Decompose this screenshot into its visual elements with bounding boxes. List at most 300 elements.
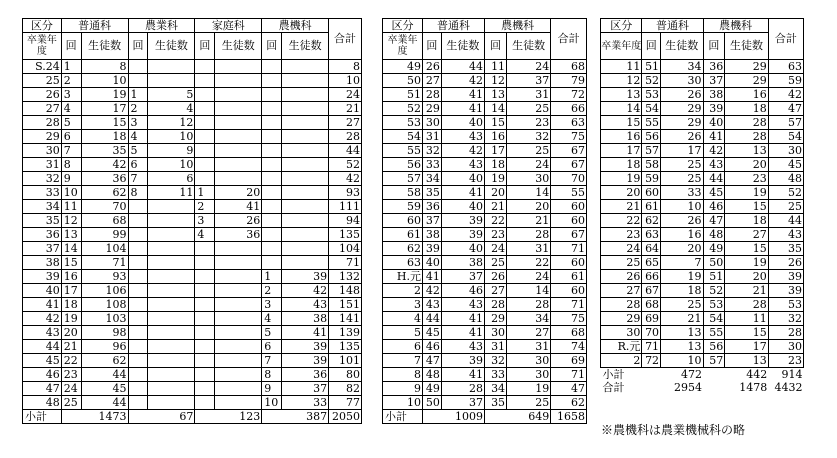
value-cell: 53 [642,88,661,102]
value-cell: 43 [703,158,725,172]
year-cell: 20 [601,186,642,200]
table-row [601,158,804,172]
value-cell: 2 [262,284,282,298]
value-cell: 5 [148,88,195,102]
value-cell: 31 [507,242,551,256]
kubun-header: 区分 [383,19,423,33]
row-total-cell: 70 [551,172,587,186]
value-cell: 23 [484,228,506,242]
value-cell: 38 [282,312,329,326]
value-cell: 37 [422,214,441,228]
value-cell: 33 [661,186,703,200]
subtotal-label: 小計 [602,367,625,381]
table-row [601,130,804,144]
value-cell: 18 [61,298,81,312]
year-cell: 52 [383,102,423,116]
value-cell: 13 [661,340,703,354]
value-cell: 7 [128,172,148,186]
value-cell: 18 [81,130,128,144]
value-cell: 28 [507,228,551,242]
students-header: 生徒数 [441,33,484,60]
value-cell [215,340,262,354]
value-cell: 99 [81,228,128,242]
value-cell: 49 [422,382,441,396]
row-total-cell: 135 [329,228,362,242]
year-cell: 63 [383,256,423,270]
row-total-cell: 28 [329,130,362,144]
value-cell [195,368,215,382]
table-row [601,284,804,298]
table-row [23,158,362,172]
year-cell: R.元 [601,340,642,354]
year-cell: 10 [383,396,423,410]
value-cell: 10 [661,200,703,214]
value-cell: 35 [81,144,128,158]
value-cell [128,256,148,270]
table-row [23,102,362,116]
value-cell: 16 [725,88,769,102]
group-header: 農機科 [703,19,768,33]
value-cell [195,256,215,270]
table-row [601,88,804,102]
year-cell: 27 [601,284,642,298]
value-cell: 57 [642,144,661,158]
subtotal-label: 小計 [383,410,423,424]
value-cell: 2 [128,102,148,116]
value-cell [195,340,215,354]
table-row [23,200,362,214]
value-cell: 28 [484,298,506,312]
value-cell: 48 [422,368,441,382]
row-total-cell: 55 [551,186,587,200]
value-cell: 14 [61,242,81,256]
row-total-cell: 39 [768,270,803,284]
footnote: ※農機科は農業機械科の略 [601,423,746,437]
value-cell: 15 [725,200,769,214]
value-cell: 61 [642,200,661,214]
value-cell: 41 [441,312,484,326]
table-row [601,340,804,354]
row-total-cell: 52 [768,186,803,200]
value-cell: 30 [661,74,703,88]
value-cell: 10 [262,396,282,410]
value-cell: 30 [422,116,441,130]
value-cell [282,186,329,200]
value-cell: 104 [81,242,128,256]
value-cell: 11 [148,186,195,200]
year-cell: 59 [383,200,423,214]
value-cell: 103 [81,312,128,326]
value-cell [148,270,195,284]
value-cell: 36 [282,368,329,382]
value-cell [282,256,329,270]
kubun-header: 区分 [23,19,62,33]
value-cell [282,158,329,172]
year-cell: 62 [383,242,423,256]
value-cell [282,172,329,186]
table-row [383,158,587,172]
value-cell [215,130,262,144]
value-cell: 6 [148,172,195,186]
value-cell: 5 [128,144,148,158]
value-cell: 54 [642,102,661,116]
value-cell: 40 [703,116,725,130]
year-cell: 16 [601,130,642,144]
group-header: 普通科 [61,19,128,33]
value-cell: 39 [703,102,725,116]
value-cell: 32 [422,144,441,158]
value-cell [128,74,148,88]
value-cell: 46 [422,340,441,354]
table-row [23,214,362,228]
value-cell [195,242,215,256]
value-cell [215,298,262,312]
value-cell: 26 [661,214,703,228]
value-cell [128,214,148,228]
value-cell: 25 [507,102,551,116]
row-total-cell: 10 [329,74,362,88]
value-cell: 13 [661,326,703,340]
year-cell: 47 [23,382,62,396]
value-cell: 14 [507,186,551,200]
table-row [23,326,362,340]
value-cell: 48 [703,228,725,242]
table-row [601,270,804,284]
year-cell: 54 [383,130,423,144]
value-cell [128,270,148,284]
value-cell: 13 [484,88,506,102]
value-cell: 6 [61,130,81,144]
value-cell: 25 [507,144,551,158]
header-row [601,19,804,33]
subtotal-row [601,368,804,382]
value-cell [148,242,195,256]
kubun-header: 区分 [601,19,642,33]
value-cell: 40 [441,172,484,186]
row-total-cell: 63 [768,60,803,74]
row-total-cell: 60 [551,214,587,228]
value-cell: 43 [441,340,484,354]
value-cell [215,102,262,116]
subheader-row [23,33,362,60]
value-cell: 7 [661,256,703,270]
value-cell: 68 [642,298,661,312]
group-header: 農機科 [484,19,550,33]
table-row [23,354,362,368]
table-row [23,242,362,256]
value-cell: 23 [61,368,81,382]
value-cell [215,382,262,396]
year-cell: 44 [23,340,62,354]
year-cell: 5 [383,326,423,340]
value-cell: 30 [484,326,506,340]
table-row [383,396,587,410]
row-total-cell: 132 [329,270,362,284]
table-row [383,368,587,382]
value-cell: 64 [642,242,661,256]
value-cell: 43 [441,130,484,144]
table-row [23,144,362,158]
value-cell: 34 [507,312,551,326]
value-cell: 19 [725,186,769,200]
value-cell: 28 [507,298,551,312]
row-total-cell: 77 [329,396,362,410]
value-cell: 44 [422,312,441,326]
value-cell: 66 [642,270,661,284]
row-total-cell: 148 [329,284,362,298]
value-cell [148,228,195,242]
value-cell [262,102,282,116]
value-cell: 29 [484,312,506,326]
value-cell: 15 [725,326,769,340]
value-cell [128,326,148,340]
value-cell: 26 [422,60,441,74]
year-cell: 12 [601,74,642,88]
value-cell: 24 [484,242,506,256]
row-total-cell: 60 [551,200,587,214]
value-cell: 41 [441,102,484,116]
value-cell: 41 [441,368,484,382]
value-cell [148,368,195,382]
value-cell: 9 [61,172,81,186]
row-total-cell: 79 [551,74,587,88]
value-cell: 17 [661,144,703,158]
value-cell [128,368,148,382]
value-cell: 31 [507,340,551,354]
row-total-cell: 104 [329,242,362,256]
value-cell [282,214,329,228]
value-cell: 42 [81,158,128,172]
year-cell: 57 [383,172,423,186]
row-total-cell: 21 [329,102,362,116]
year-cell: 13 [601,88,642,102]
subtotal-grand: 2050 [329,410,362,424]
value-cell: 22 [484,214,506,228]
value-cell: 34 [422,172,441,186]
value-cell [262,256,282,270]
row-total-cell: 42 [768,88,803,102]
row-total-cell: 52 [329,158,362,172]
row-total-cell: 24 [329,88,362,102]
value-cell [128,340,148,354]
subtotal-value: 123 [195,410,262,424]
row-total-cell: 43 [768,228,803,242]
value-cell: 37 [507,74,551,88]
row-total-cell: 71 [329,256,362,270]
value-cell: 40 [441,242,484,256]
row-total-cell: 62 [551,396,587,410]
kai-header: 回 [128,33,148,60]
value-cell: 28 [441,382,484,396]
value-cell: 40 [441,116,484,130]
row-total-cell: 39 [768,284,803,298]
value-cell: 39 [441,214,484,228]
row-total-cell: 60 [551,256,587,270]
value-cell: 68 [81,214,128,228]
value-cell: 11 [484,60,506,74]
value-cell [282,116,329,130]
value-cell: 12 [148,116,195,130]
value-cell: 30 [507,354,551,368]
value-cell: 6 [128,158,148,172]
year-cell: 25 [601,256,642,270]
year-cell: 29 [601,312,642,326]
year-cell: 3 [383,298,423,312]
students-header: 生徒数 [725,33,769,60]
value-cell: 34 [661,60,703,74]
value-cell [148,340,195,354]
value-cell: 28 [725,116,769,130]
value-cell: 39 [441,354,484,368]
value-cell [215,88,262,102]
value-cell: 20 [725,158,769,172]
value-cell: 13 [61,228,81,242]
value-cell [128,354,148,368]
table-row [601,214,804,228]
table-row [601,354,804,368]
value-cell [195,270,215,284]
value-cell: 25 [661,158,703,172]
row-total-cell: 94 [329,214,362,228]
value-cell: 23 [507,116,551,130]
value-cell: 41 [441,88,484,102]
value-cell: 1 [61,60,81,74]
row-total-cell: 101 [329,354,362,368]
year-cell: 35 [23,214,62,228]
value-cell: 24 [507,60,551,74]
value-cell: 19 [507,382,551,396]
table-row [383,74,587,88]
table-row [383,102,587,116]
value-cell: 52 [642,74,661,88]
value-cell [148,326,195,340]
total-grand: 4432 [774,381,803,394]
value-cell [128,312,148,326]
value-cell: 69 [642,312,661,326]
table-row [23,74,362,88]
table-row [383,116,587,130]
table-row [23,312,362,326]
year-cell: 29 [23,130,62,144]
row-total-cell: 48 [768,172,803,186]
year-cell: 37 [23,242,62,256]
subtotal-value: 1473 [61,410,128,424]
value-cell: 3 [262,298,282,312]
table-row [23,382,362,396]
value-cell: 13 [725,144,769,158]
value-cell: 25 [507,396,551,410]
value-cell [282,74,329,88]
value-cell [262,130,282,144]
value-cell: 25 [484,256,506,270]
value-cell: 96 [81,340,128,354]
value-cell: 37 [703,74,725,88]
value-cell: 31 [507,88,551,102]
table-row [383,214,587,228]
value-cell: 8 [81,60,128,74]
value-cell: 21 [661,312,703,326]
value-cell: 33 [422,158,441,172]
value-cell: 36 [215,228,262,242]
year-cell: 6 [383,340,423,354]
value-cell [262,144,282,158]
value-cell: 8 [128,186,148,200]
row-total-cell: 32 [768,312,803,326]
value-cell: 7 [61,144,81,158]
row-total-cell: 28 [768,326,803,340]
row-total-cell: 71 [551,368,587,382]
value-cell: 50 [703,256,725,270]
table-row [23,298,362,312]
value-cell: 31 [484,340,506,354]
value-cell [128,60,148,74]
value-cell: 34 [484,382,506,396]
subtotal-value: 649 [484,410,550,424]
value-cell [148,214,195,228]
value-cell: 20 [484,186,506,200]
year-cell: 9 [383,382,423,396]
group-header: 家庭科 [195,19,262,33]
value-cell [195,158,215,172]
row-total-cell: 63 [551,116,587,130]
value-cell [195,284,215,298]
table-row [23,186,362,200]
row-total-cell: 111 [329,200,362,214]
value-cell: 9 [262,382,282,396]
value-cell [282,88,329,102]
table-row [383,228,587,242]
value-cell: 23 [725,172,769,186]
table-row [23,368,362,382]
value-cell: 20 [61,326,81,340]
value-cell: 36 [422,200,441,214]
group-header: 普通科 [422,19,484,33]
row-total-cell: 135 [329,340,362,354]
value-cell [195,130,215,144]
value-cell: 19 [725,256,769,270]
year-cell: 14 [601,102,642,116]
value-cell [282,228,329,242]
table-row [383,298,587,312]
table-row [601,74,804,88]
year-cell: S.24 [23,60,62,74]
value-cell: 38 [422,228,441,242]
row-total-cell: 53 [768,298,803,312]
year-cell: 21 [601,200,642,214]
value-cell: 42 [441,74,484,88]
header-row [383,19,587,33]
value-cell: 4 [61,102,81,116]
year-cell: 60 [383,214,423,228]
year-cell: 2 [601,354,642,368]
subtotal-value: 1009 [422,410,484,424]
value-cell: 5 [61,116,81,130]
value-cell: 45 [422,326,441,340]
row-total-cell: 44 [329,144,362,158]
value-cell [262,60,282,74]
value-cell: 11 [725,312,769,326]
row-total-cell: 47 [768,102,803,116]
value-cell: 62 [81,354,128,368]
value-cell: 42 [282,284,329,298]
value-cell: 45 [81,382,128,396]
value-cell: 21 [725,284,769,298]
value-cell: 39 [441,228,484,242]
value-cell: 71 [81,256,128,270]
value-cell [262,88,282,102]
row-total-cell: 47 [551,382,587,396]
value-cell: 26 [661,130,703,144]
